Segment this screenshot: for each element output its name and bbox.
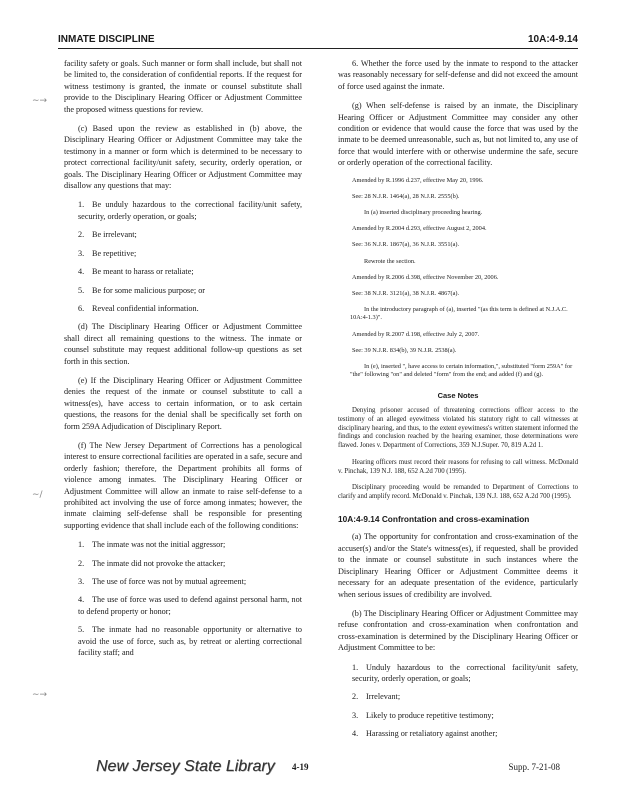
list-item-number: 1. bbox=[78, 200, 85, 210]
list-item-text: Be unduly hazardous to the correctional facility/unit safety, security, orderly operation, or goals; bbox=[78, 200, 302, 221]
paragraph-c: (c) Based upon the review as established in (b) above, the Disciplinary Hearing Officer or Adjustment Committee may take the testimony in a manner or form which is determined to be necessary to protect correctional facility/unit safety, security, orderly operation, or goals. The Disciplinary Hearing Officer or Adjustment Committee may disallow any questions that may: bbox=[64, 124, 302, 191]
list-item-text: Unduly hazardous to the correctional facility/unit safety, security, orderly operation, or goals; bbox=[352, 662, 578, 683]
list-item-number: 5. bbox=[78, 625, 85, 635]
running-header bbox=[58, 32, 578, 49]
list-item-text: The use of force was used to defend against personal harm, not to defend property or honor; bbox=[78, 595, 302, 616]
list-item bbox=[64, 229, 302, 240]
list-item bbox=[64, 266, 302, 277]
scan-mark: ∼→ bbox=[32, 690, 48, 700]
history-line: See: 36 N.J.R. 1867(a), 36 N.J.R. 3551(a). bbox=[352, 241, 460, 249]
list-item-text: Be for some malicious purpose; or bbox=[92, 285, 206, 295]
list-f bbox=[64, 539, 302, 658]
history-line: See: 38 N.J.R. 3121(a), 38 N.J.R. 4867(a). bbox=[352, 290, 460, 298]
history-line: In (a) inserted disciplinary proceeding hearing. bbox=[364, 209, 483, 217]
list-item-text: Likely to produce repetitive testimony; bbox=[366, 710, 494, 720]
page-number: 4-19 bbox=[292, 762, 309, 772]
supplement-date: Supp. 7-21-08 bbox=[508, 762, 560, 772]
list-item-text: Be irrelevant; bbox=[92, 230, 137, 240]
left-column bbox=[64, 58, 302, 665]
case-notes bbox=[338, 407, 578, 502]
list-item-text: Reveal confidential information. bbox=[92, 303, 199, 313]
list-item-number: 2. bbox=[78, 558, 85, 568]
list-item-number: 1. bbox=[78, 540, 85, 550]
list-item bbox=[64, 199, 302, 222]
paragraph-g: (g) When self-defense is raised by an inmate, the Disciplinary Hearing Officer or Adjustment Committee may consider any other condition or evidence that would cause the force that was used by the inmate to be deemed unreasonable, such as, but not limited to, any use of force that would interfere with or otherwise undermine the safe, secure or orderly operation of the correctional facility. bbox=[338, 101, 578, 168]
paragraph-e: (e) If the Disciplinary Hearing Officer or Adjustment Committee denies the request of the inmate or counsel substitute to call a witness(es), have access to certain information, or to ask certain questions, the reasons for the denial shall be specifically set forth on form 259A Adjudication of Disciplinary Report. bbox=[64, 375, 302, 431]
list-item-text: Be meant to harass or retaliate; bbox=[92, 267, 194, 277]
list-item-number: 3. bbox=[78, 248, 85, 258]
list-item bbox=[338, 728, 578, 739]
list-item-number: 4. bbox=[352, 729, 359, 739]
list-item-text: The inmate was not the initial aggressor; bbox=[92, 540, 226, 550]
list-item-text: The use of force was not by mutual agreement; bbox=[92, 577, 247, 587]
list-item-f6: 6. Whether the force used by the inmate to respond to the attacker was reasonably necessary for self-defense and did not exceed the amount of force used against the inmate. bbox=[338, 59, 578, 91]
list-item bbox=[64, 539, 302, 550]
paragraph-d: (d) The Disciplinary Hearing Officer or Adjustment Committee shall direct all remaining questions to the witness. The inmate or counsel substitute may request additional follow-up questions as set forth in this section. bbox=[64, 322, 302, 366]
case-note: Denying prisoner accused of threatening corrections officer access to the testimony of an alleged eyewitness violated his statutory right to call witnesses at disciplinary hearing, and thus, to the extent eyewitness's written statement informed the findings and conclusion reached by the hearing examiner, those determinations were flawed. Jones v. Department of Corrections, 359 N.J.Super. 70, 819 A.2d 1. bbox=[338, 406, 578, 450]
list-item-text: The inmate had no reasonable opportunity or alternative to avoid the use of force, such as, by retreat or alerting correctional facility staff; and bbox=[78, 625, 302, 658]
history-line: Amended by R.2007 d.198, effective July 2, 2007. bbox=[352, 330, 480, 338]
history-line: Amended by R.2006 d.398, effective November 20, 2006. bbox=[352, 273, 499, 281]
list-item-number: 3. bbox=[352, 710, 359, 720]
list-item-text: The inmate did not provoke the attacker; bbox=[92, 558, 226, 568]
list-item bbox=[64, 303, 302, 314]
history-line: See: 28 N.J.R. 1464(a), 28 N.J.R. 2555(b). bbox=[352, 192, 460, 200]
list-item-number: 2. bbox=[352, 692, 359, 702]
list-item bbox=[338, 691, 578, 702]
section-heading: 10A:4-9.14 Confrontation and cross-examination bbox=[338, 514, 530, 525]
page-footer bbox=[0, 758, 618, 778]
list-item-text: Be repetitive; bbox=[92, 248, 137, 258]
paragraph-f: (f) The New Jersey Department of Corrections has a penological interest to ensure correctional facilities are operated in a safe, secure and orderly fashion; therefore, the Department prohibits all forms of violence among inmates. The Disciplinary Hearing Officer or Adjustment Committee will allow an inmate to raise self-defense to a prohibited act involving the use of force among inmates; however, the inmate claiming self-defense shall be responsible for presenting supporting evidence that shall include each of the following conditions: bbox=[64, 440, 302, 530]
scan-mark: ∼→ bbox=[32, 96, 48, 106]
history-notes bbox=[338, 177, 578, 380]
paragraph-intro: facility safety or goals. Such manner or form shall include, but shall not be limited to, the consideration of confidential reports. If the request for witness testimony is granted, the inmate or counsel substitute shall provide to the Disciplinary Hearing Officer or Adjustment Committee the proposed witness questions for review. bbox=[64, 59, 302, 114]
list-item-text: Harassing or retaliatory against another; bbox=[366, 729, 498, 739]
list-item-number: 3. bbox=[78, 577, 85, 587]
list-item bbox=[64, 594, 302, 617]
paragraph-section-a: (a) The opportunity for confrontation and cross-examination of the accuser(s) and/or the State's witness(es), if requested, shall be provided to the inmate or counsel substitute in such instances where the Disciplinary Hearing Officer or Adjustment Committee deems it necessary for an adequate presentation of the evidence, particularly when serious issues of credibility are involved. bbox=[338, 532, 578, 599]
case-notes-title: Case Notes bbox=[437, 390, 479, 400]
list-item bbox=[64, 285, 302, 296]
list-item-number: 2. bbox=[78, 230, 85, 240]
list-item bbox=[64, 248, 302, 259]
header-chapter-title: INMATE DISCIPLINE bbox=[58, 34, 155, 45]
case-note: Disciplinary proceeding would be remanded to Department of Corrections to clarify and amplify record. McDonald v. Pinchak, 139 N.J. 188, 652 A.2d 700 (1995). bbox=[338, 484, 578, 501]
list-item-number: 4. bbox=[78, 595, 85, 605]
scan-mark: ∼/ bbox=[32, 490, 43, 500]
history-line: Amended by R.1996 d.237, effective May 20, 1996. bbox=[352, 176, 484, 184]
list-section-b bbox=[338, 662, 578, 740]
history-line: In the introductory paragraph of (a), inserted "(as this term is defined at N.J.A.C. 10A:4-1.3)". bbox=[350, 306, 568, 322]
case-note: Hearing officers must record their reasons for refusing to call witness. McDonald v. Pinchak, 139 N.J. 188, 652 A.2d 700 (1995). bbox=[338, 458, 578, 475]
list-item-number: 6. bbox=[78, 303, 85, 313]
list-item bbox=[338, 710, 578, 721]
history-line: See: 39 N.J.R. 834(b), 39 N.J.R. 2538(a). bbox=[352, 346, 457, 354]
list-item-text: Irrelevant; bbox=[366, 692, 401, 702]
list-item bbox=[64, 624, 302, 658]
list-item-number: 1. bbox=[352, 662, 359, 672]
list-item-number: 4. bbox=[78, 267, 85, 277]
history-line: Rewrote the section. bbox=[364, 257, 416, 265]
library-watermark: New Jersey State Library bbox=[96, 758, 275, 775]
header-section-number: 10A:4-9.14 bbox=[527, 34, 578, 45]
right-column bbox=[338, 58, 578, 747]
list-item bbox=[338, 662, 578, 685]
list-item bbox=[64, 576, 302, 587]
history-line: In (e), inserted ", have access to certain information,", substituted "form 259A" for "the" following "on" and deleted "form" from the end; and added (f) and (g). bbox=[350, 363, 573, 379]
list-item-number: 5. bbox=[78, 285, 85, 295]
list-item bbox=[64, 558, 302, 569]
paragraph-section-b: (b) The Disciplinary Hearing Officer or Adjustment Committee may refuse confrontation and cross-examination when confrontation and cross-examination is determined by the Disciplinary Hearing Officer or Adjustment Committee to be: bbox=[338, 608, 578, 653]
history-line: Amended by R.2004 d.293, effective August 2, 2004. bbox=[352, 225, 487, 233]
list-c bbox=[64, 199, 302, 314]
